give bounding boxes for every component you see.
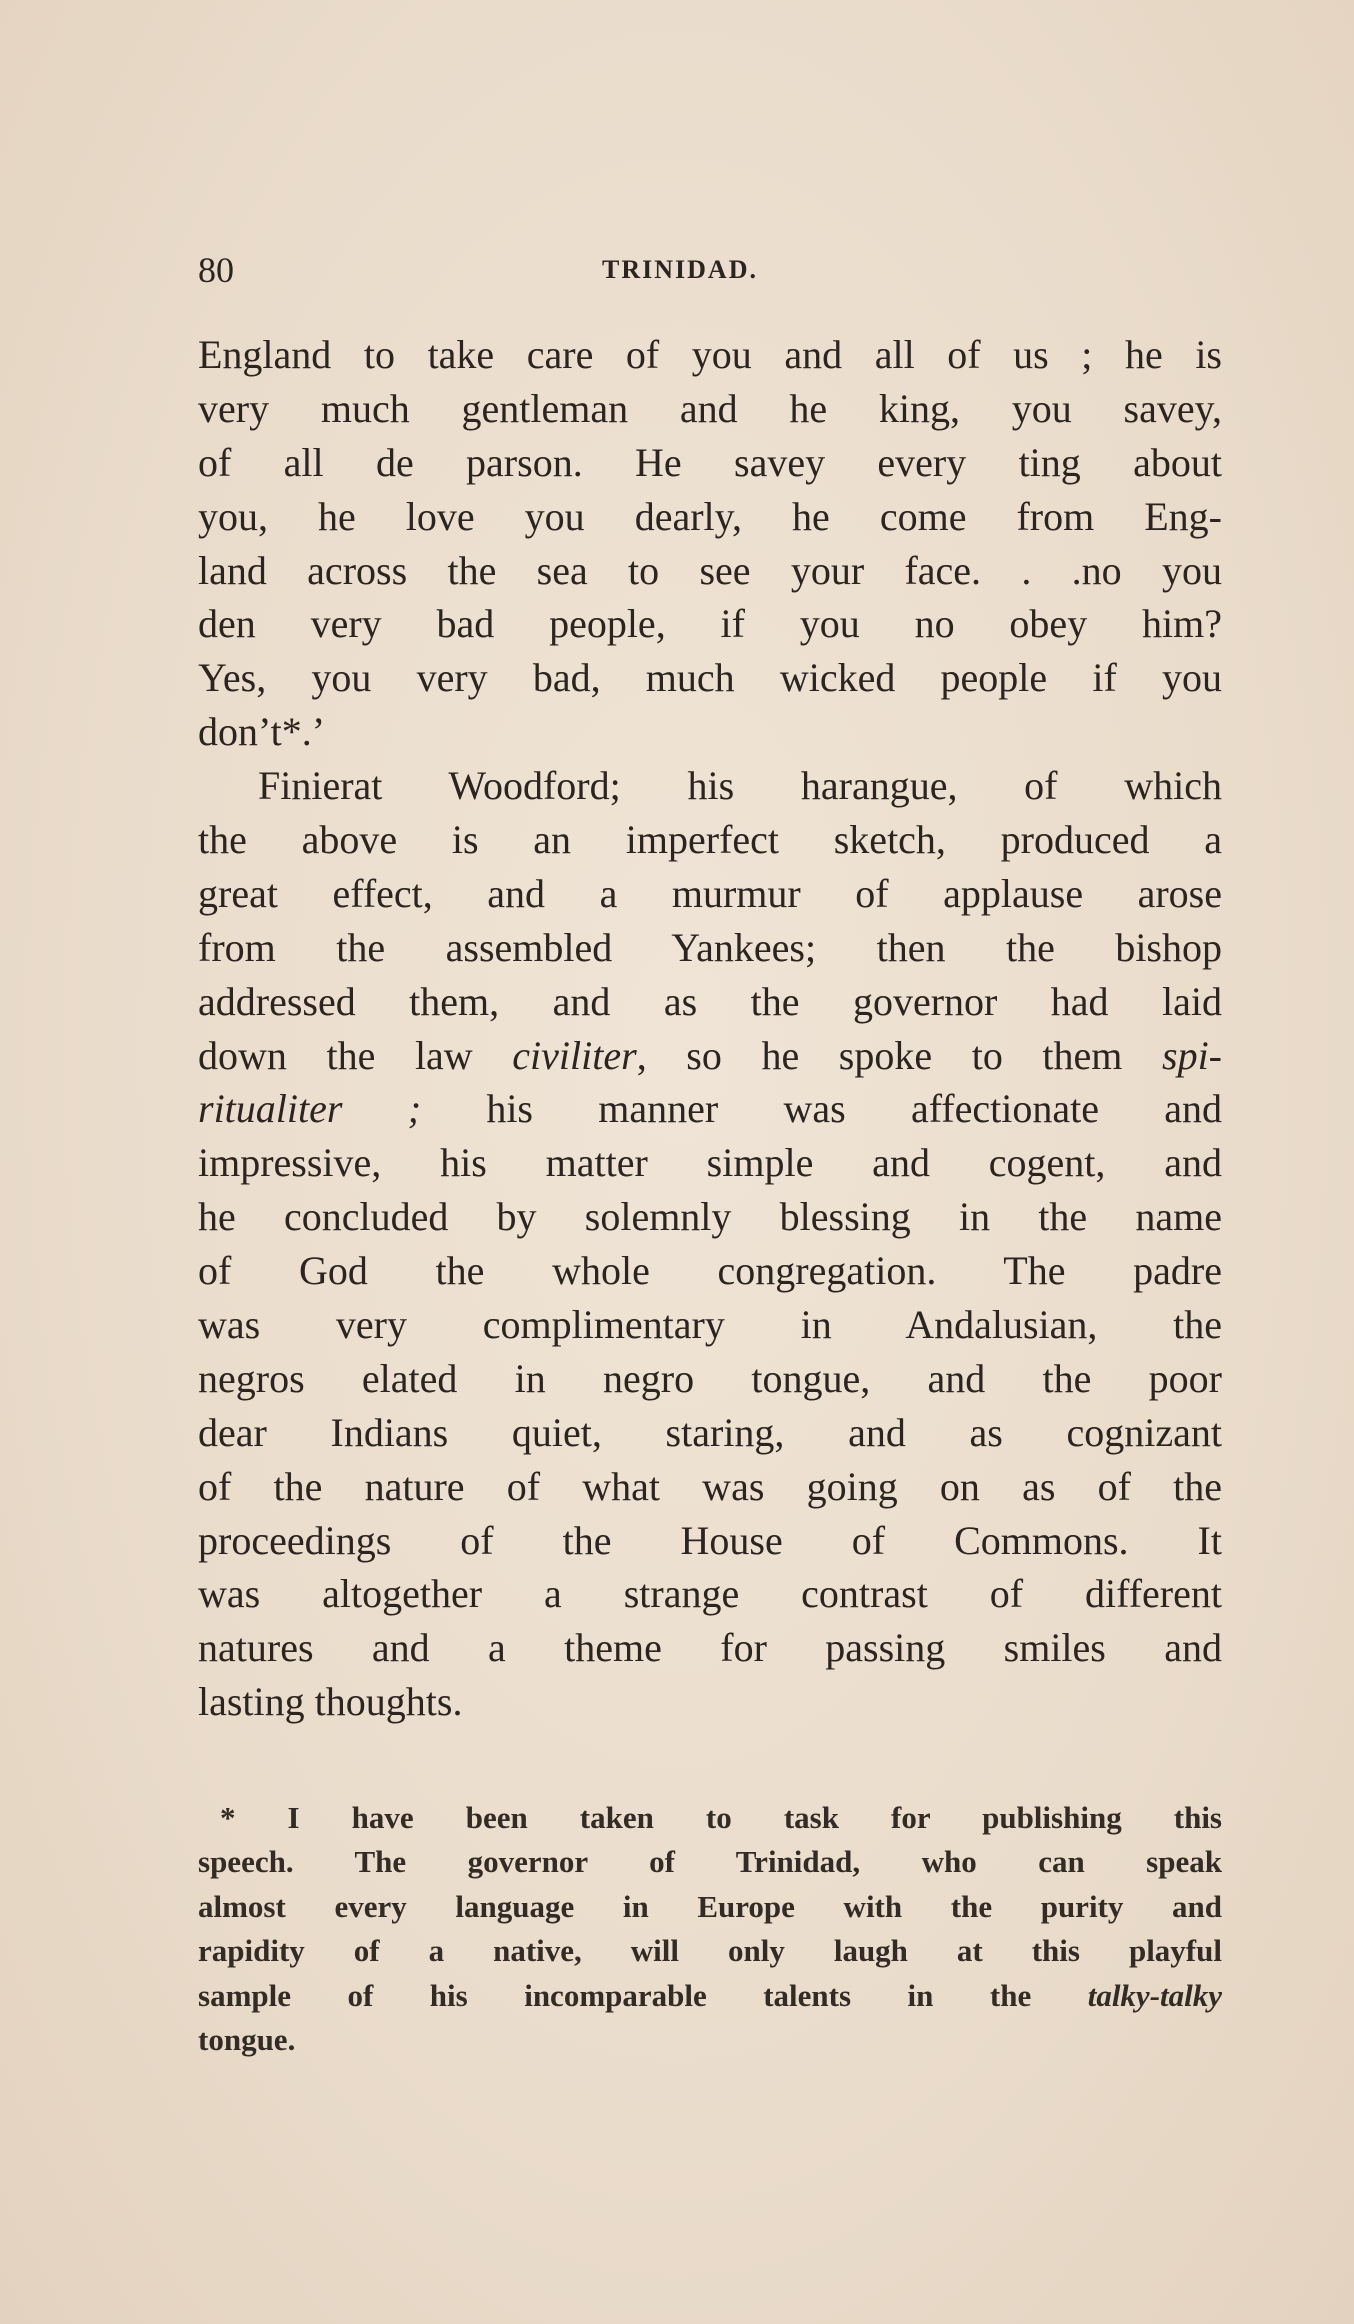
text-segment: great effect, and a murmur of applause arose [198,870,1222,916]
footnote-line [198,2018,1222,2062]
text-segment: den very bad people, if you no obey him? [198,601,1222,647]
text-segment: speech. The governor of Trinidad, who can speak [198,1844,1222,1880]
text-line [198,975,1222,1029]
text-segment: down the law [198,1032,513,1078]
text-segment: tongue. [198,2021,296,2057]
text-line [198,1460,1222,1514]
text-segment: was altogether a strange contrast of different [198,1571,1222,1617]
text-segment: from the assembled Yankees; then the bishop [198,924,1222,970]
text-segment: of God the whole congregation. The padre [198,1248,1222,1294]
text-line [198,328,1222,382]
text-line [198,867,1222,921]
footnote-line [198,1885,1222,1929]
text-segment: negros elated in negro tongue, and the poor [198,1355,1222,1401]
footnote-line [198,1796,1222,1840]
text-line [198,1136,1222,1190]
italic-text: spi- [1162,1032,1222,1078]
text-line [198,1298,1222,1352]
text-line [198,1567,1222,1621]
text-segment: he concluded by solemnly blessing in the name [198,1194,1222,1240]
text-line [198,1621,1222,1675]
text-segment: dear Indians quiet, staring, and as cognizant [198,1409,1222,1455]
body-text [198,328,1222,1729]
text-segment: Yes, you very bad, much wicked people if you [198,655,1222,701]
footnote [198,1796,1222,2062]
footnote-line [198,1974,1222,2018]
text-segment: lasting thoughts. [198,1679,463,1725]
italic-text: talky-talky [1087,1977,1222,2013]
text-line [198,651,1222,705]
footnote-line [198,1840,1222,1884]
text-line [198,490,1222,544]
text-segment: his manner was affectionate and [421,1086,1222,1132]
text-segment: addressed them, and as the governor had laid [198,978,1222,1024]
text-line [198,813,1222,867]
text-segment: , so he spoke to them [636,1032,1162,1078]
text-segment: you, he love you dearly, he come from Eng- [198,493,1222,539]
text-segment: Finierat Woodford; his harangue, of which [258,763,1222,809]
text-line [198,382,1222,436]
text-segment: very much gentleman and he king, you savey, [198,385,1222,431]
text-segment: England to take care of you and all of us ; he is [198,332,1222,377]
italic-text: ritualiter ; [198,1086,422,1132]
text-segment: the above is an imperfect sketch, produced a [198,817,1222,863]
text-line [198,1514,1222,1568]
text-line [198,705,1222,759]
page-header [198,250,1222,290]
text-line [198,1406,1222,1460]
text-segment: land across the sea to see your face. . .no you [198,547,1222,593]
text-line [198,1029,1222,1083]
text-line [198,436,1222,490]
text-line [198,544,1222,598]
text-segment: impressive, his matter simple and cogent, and [198,1140,1222,1186]
text-line [198,921,1222,975]
text-segment: of the nature of what was going on as of the [198,1463,1222,1509]
text-segment: sample of his incomparable talents in the [198,1977,1088,2013]
text-segment: * I have been taken to task for publishing this [220,1800,1222,1835]
text-segment: of all de parson. He savey every ting about [198,439,1222,485]
text-segment: rapidity of a native, will only laugh at this playful [198,1933,1222,1969]
text-segment: was very complimentary in Andalusian, the [198,1302,1222,1348]
footnote-line [198,1929,1222,1973]
text-line [198,1082,1222,1136]
text-segment: almost every language in Europe with the purity and [198,1888,1222,1924]
text-line [198,1244,1222,1298]
text-line [198,1190,1222,1244]
text-segment: don’t*.’ [198,709,326,755]
page-number: 80 [198,250,234,290]
text-line [198,1352,1222,1406]
text-line [198,759,1222,813]
text-segment: proceedings of the House of Commons. It [198,1517,1222,1563]
text-line [198,597,1222,651]
running-head: TRINIDAD. [602,255,758,284]
text-line [198,1675,1222,1729]
italic-text: civiliter [512,1032,637,1078]
text-segment: natures and a theme for passing smiles and [198,1625,1222,1671]
